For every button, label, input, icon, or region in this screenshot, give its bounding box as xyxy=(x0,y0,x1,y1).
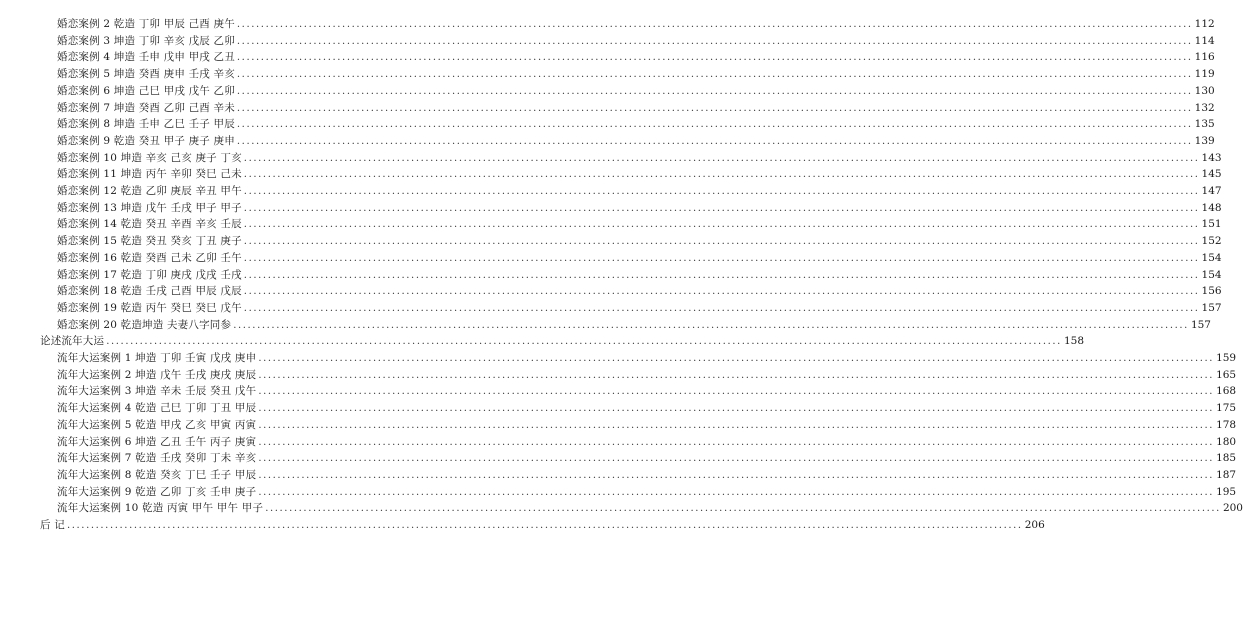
dot-leader: ........................................................................................................................................................................................................ xyxy=(243,202,1200,214)
toc-page-number: 145 xyxy=(1201,168,1222,181)
toc-page-number: 119 xyxy=(1194,68,1215,81)
toc-entry-title: 婚恋案例 15 乾造 癸丑 癸亥 丁丑 庚子 xyxy=(57,235,242,248)
toc-entry xyxy=(57,467,1237,483)
toc-entry xyxy=(57,66,1215,82)
toc-page-number: 200 xyxy=(1222,502,1243,515)
toc-entry-title: 婚恋案例 11 坤造 丙午 辛卯 癸巳 己未 xyxy=(57,168,242,181)
toc-entry xyxy=(57,450,1237,466)
toc-entry-title: 流年大运案例 5 乾造 甲戌 乙亥 甲寅 丙寅 xyxy=(57,418,257,431)
dot-leader: ........................................................................................................................................................................................................ xyxy=(236,135,1193,147)
toc-page-number: 154 xyxy=(1201,268,1222,281)
toc-page-number: 195 xyxy=(1216,485,1237,498)
toc-entry xyxy=(57,317,1211,333)
toc-page-number: 157 xyxy=(1201,301,1222,314)
toc-page-number: 151 xyxy=(1201,218,1222,231)
dot-leader: ........................................................................................................................................................................................................ xyxy=(243,252,1200,264)
toc-entry-title: 婚恋案例 7 坤造 癸酉 乙卯 己酉 辛未 xyxy=(57,101,235,114)
toc-page-number: 143 xyxy=(1201,151,1222,164)
dot-leader: ........................................................................................................................................................................................................ xyxy=(258,486,1215,498)
toc-page-number: 180 xyxy=(1216,435,1237,448)
toc-entry-title: 婚恋案例 3 坤造 丁卯 辛亥 戊辰 乙卯 xyxy=(57,34,235,47)
toc-entry-title: 流年大运案例 4 乾造 己巳 丁卯 丁丑 甲辰 xyxy=(57,402,257,415)
toc-entry xyxy=(57,200,1222,216)
toc-page-number: 175 xyxy=(1216,402,1237,415)
toc-entry xyxy=(57,434,1237,450)
toc-entry-title: 婚恋案例 12 乾造 乙卯 庚辰 辛丑 甲午 xyxy=(57,185,242,197)
toc-entry xyxy=(57,183,1222,199)
dot-leader: ........................................................................................................................................................................................................ xyxy=(243,186,1200,197)
toc-page-number: 112 xyxy=(1194,18,1215,30)
toc-page-number: 168 xyxy=(1216,385,1237,398)
dot-leader: ........................................................................................................................................................................................................ xyxy=(258,403,1215,415)
toc-entry-title: 婚恋案例 19 乾造 丙午 癸巳 癸巳 戊午 xyxy=(57,301,242,314)
toc-entry xyxy=(57,166,1222,182)
toc-entry-title: 婚恋案例 6 坤造 己巳 甲戌 戊午 乙卯 xyxy=(57,84,235,97)
toc-entry xyxy=(57,367,1237,383)
dot-leader: ........................................................................................................................................................................................................ xyxy=(265,503,1221,515)
toc-entry-title: 流年大运案例 2 坤造 戊午 壬戌 庚戌 庚辰 xyxy=(57,368,257,381)
dot-leader: ........................................................................................................................................................................................................ xyxy=(243,152,1200,164)
toc-page-number: 158 xyxy=(1063,335,1084,348)
toc-entry-title: 论述流年大运 xyxy=(40,335,105,348)
toc-entry xyxy=(57,383,1237,399)
toc-entry-title: 婚恋案例 14 乾造 癸丑 辛酉 辛亥 壬辰 xyxy=(57,218,242,231)
toc-entry xyxy=(57,33,1215,49)
toc-entry-title: 婚恋案例 20 乾造坤造 夫妻八字同参 xyxy=(57,318,232,331)
dot-leader: ........................................................................................................................................................................................................ xyxy=(258,469,1215,481)
dot-leader: ........................................................................................................................................................................................................ xyxy=(243,236,1200,248)
dot-leader: ........................................................................................................................................................................................................ xyxy=(236,119,1193,131)
toc-section-entry xyxy=(40,333,1084,349)
toc-page-number: 147 xyxy=(1201,185,1222,197)
toc-entry xyxy=(57,216,1222,232)
toc-entry-title: 流年大运案例 6 坤造 乙丑 壬午 丙子 庚寅 xyxy=(57,435,257,448)
toc-entry xyxy=(57,133,1215,149)
toc-entry xyxy=(57,267,1222,283)
toc-entry-title: 婚恋案例 9 乾造 癸丑 甲子 庚子 庚申 xyxy=(57,134,235,147)
toc-entry-title: 婚恋案例 18 乾造 壬戌 己酉 甲辰 戊辰 xyxy=(57,285,242,298)
toc-page-number: 187 xyxy=(1216,468,1237,481)
toc-page-number: 154 xyxy=(1201,251,1222,264)
toc-page-number: 135 xyxy=(1194,118,1215,131)
toc-entry xyxy=(57,300,1222,316)
dot-leader: ........................................................................................................................................................................................................ xyxy=(258,436,1215,448)
toc-entry-title: 婚恋案例 5 坤造 癸酉 庚申 壬戌 辛亥 xyxy=(57,68,235,81)
toc-entry xyxy=(57,100,1215,116)
toc-page-number: 185 xyxy=(1216,452,1237,465)
toc-page-number: 114 xyxy=(1194,34,1215,47)
toc-entry xyxy=(57,400,1237,416)
toc-entry xyxy=(57,83,1215,99)
dot-leader: ........................................................................................................................................................................................................ xyxy=(66,520,1023,531)
toc-entry xyxy=(57,16,1215,32)
toc-entry-title: 婚恋案例 13 坤造 戊午 壬戌 甲子 甲子 xyxy=(57,201,242,214)
toc-entry xyxy=(57,250,1222,266)
toc-entry-title: 流年大运案例 7 乾造 壬戌 癸卯 丁未 辛亥 xyxy=(57,452,257,465)
toc-entry-title: 婚恋案例 17 乾造 丁卯 庚戌 戊戌 壬戌 xyxy=(57,268,242,281)
toc-entry xyxy=(57,417,1237,433)
dot-leader: ........................................................................................................................................................................................................ xyxy=(258,386,1215,398)
toc-page-number: 159 xyxy=(1216,352,1237,364)
toc-page-number: 152 xyxy=(1201,235,1222,248)
toc-entry xyxy=(57,116,1215,132)
toc-page-number: 139 xyxy=(1194,134,1215,147)
toc-entry-title: 流年大运案例 3 坤造 辛未 壬辰 癸丑 戊午 xyxy=(57,385,257,398)
dot-leader: ........................................................................................................................................................................................................ xyxy=(236,102,1193,114)
toc-entry-title: 流年大运案例 8 乾造 癸亥 丁巳 壬子 甲辰 xyxy=(57,468,257,481)
toc-page-number: 157 xyxy=(1190,318,1211,331)
toc-entry xyxy=(57,500,1243,516)
dot-leader: ........................................................................................................................................................................................................ xyxy=(258,369,1215,381)
toc-entry-title: 婚恋案例 8 坤造 壬申 乙巳 壬子 甲辰 xyxy=(57,118,235,131)
toc-entry xyxy=(57,350,1237,366)
dot-leader: ........................................................................................................................................................................................................ xyxy=(106,336,1062,348)
toc-page-number: 116 xyxy=(1194,51,1215,64)
toc-entry-title: 婚恋案例 16 乾造 癸酉 己未 乙卯 壬午 xyxy=(57,251,242,264)
toc-page-number: 206 xyxy=(1024,519,1045,531)
dot-leader: ........................................................................................................................................................................................................ xyxy=(233,319,1189,331)
dot-leader: ........................................................................................................................................................................................................ xyxy=(236,19,1193,30)
toc-entry xyxy=(57,283,1222,299)
cut-off-top-line xyxy=(38,0,398,6)
toc-page-number: 165 xyxy=(1216,368,1237,381)
dot-leader: ........................................................................................................................................................................................................ xyxy=(243,286,1200,298)
toc-entry-title: 流年大运案例 1 坤造 丁卯 壬寅 戊戌 庚申 xyxy=(57,352,257,364)
toc-entry-title: 流年大运案例 10 乾造 丙寅 甲午 甲午 甲子 xyxy=(57,502,264,515)
dot-leader: ........................................................................................................................................................................................................ xyxy=(258,419,1215,431)
toc-entry xyxy=(57,484,1237,500)
dot-leader: ........................................................................................................................................................................................................ xyxy=(243,169,1200,181)
dot-leader: ........................................................................................................................................................................................................ xyxy=(236,85,1193,97)
dot-leader: ........................................................................................................................................................................................................ xyxy=(258,353,1215,364)
toc-entry xyxy=(57,233,1222,249)
dot-leader: ........................................................................................................................................................................................................ xyxy=(243,219,1200,231)
toc-entry-title: 婚恋案例 10 坤造 辛亥 己亥 庚子 丁亥 xyxy=(57,151,242,164)
toc-page-number: 178 xyxy=(1216,418,1237,431)
toc-page-number: 148 xyxy=(1201,201,1222,214)
toc-entry-title: 婚恋案例 2 乾造 丁卯 甲辰 己酉 庚午 xyxy=(57,18,235,30)
dot-leader: ........................................................................................................................................................................................................ xyxy=(236,35,1193,47)
dot-leader: ........................................................................................................................................................................................................ xyxy=(236,52,1193,64)
dot-leader: ........................................................................................................................................................................................................ xyxy=(243,269,1200,281)
toc-entry-title: 后 记 xyxy=(40,519,65,531)
toc-entry-title: 婚恋案例 4 坤造 壬申 戊申 甲戌 乙丑 xyxy=(57,51,235,64)
dot-leader: ........................................................................................................................................................................................................ xyxy=(236,69,1193,81)
dot-leader: ........................................................................................................................................................................................................ xyxy=(258,453,1215,465)
toc-page-number: 132 xyxy=(1194,101,1215,114)
toc-entry xyxy=(57,150,1222,166)
dot-leader: ........................................................................................................................................................................................................ xyxy=(243,302,1200,314)
toc-section-entry xyxy=(40,517,1045,533)
toc-page-number: 156 xyxy=(1201,285,1222,298)
toc-page-number: 130 xyxy=(1194,84,1215,97)
toc-entry xyxy=(57,49,1215,65)
toc-entry-title: 流年大运案例 9 乾造 乙卯 丁亥 壬申 庚子 xyxy=(57,485,257,498)
